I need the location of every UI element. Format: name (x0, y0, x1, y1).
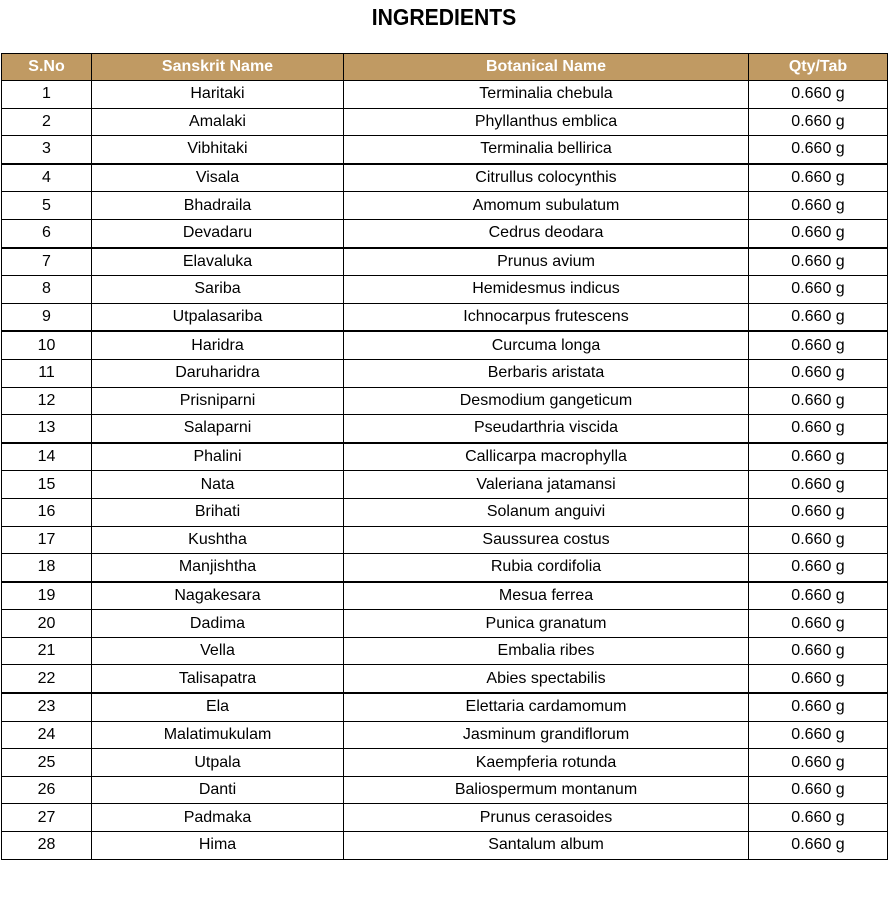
table-row (2, 471, 888, 499)
cell-qty: 0.660 g (749, 526, 888, 554)
cell-sanskrit-name: Vella (92, 637, 344, 665)
cell-botanical-name: Prunus cerasoides (344, 804, 749, 832)
cell-botanical-name: Amomum subulatum (344, 192, 749, 220)
table-row (2, 192, 888, 220)
header-botanical-name: Botanical Name (344, 54, 749, 81)
cell-botanical-name: Desmodium gangeticum (344, 387, 749, 415)
cell-sanskrit-name: Phalini (92, 443, 344, 471)
cell-sno: 18 (2, 554, 92, 582)
cell-sanskrit-name: Haridra (92, 331, 344, 359)
cell-sno: 17 (2, 526, 92, 554)
table-row (2, 832, 888, 860)
cell-botanical-name: Embalia ribes (344, 637, 749, 665)
table-row (2, 749, 888, 777)
cell-botanical-name: Callicarpa macrophylla (344, 443, 749, 471)
cell-qty: 0.660 g (749, 776, 888, 804)
cell-qty: 0.660 g (749, 219, 888, 247)
cell-sno: 1 (2, 81, 92, 109)
cell-sanskrit-name: Bhadraila (92, 192, 344, 220)
ingredients-table (1, 53, 888, 860)
cell-sno: 11 (2, 359, 92, 387)
cell-botanical-name: Cedrus deodara (344, 219, 749, 247)
cell-sanskrit-name: Daruharidra (92, 359, 344, 387)
cell-qty: 0.660 g (749, 693, 888, 721)
cell-sanskrit-name: Vibhitaki (92, 136, 344, 164)
cell-sno: 26 (2, 776, 92, 804)
cell-sanskrit-name: Haritaki (92, 81, 344, 109)
header-sno: S.No (2, 54, 92, 81)
cell-qty: 0.660 g (749, 637, 888, 665)
cell-botanical-name: Terminalia bellirica (344, 136, 749, 164)
table-row (2, 637, 888, 665)
cell-qty: 0.660 g (749, 415, 888, 443)
cell-sanskrit-name: Brihati (92, 498, 344, 526)
table-row (2, 721, 888, 749)
cell-sanskrit-name: Ela (92, 693, 344, 721)
cell-sno: 12 (2, 387, 92, 415)
cell-qty: 0.660 g (749, 81, 888, 109)
cell-sno: 28 (2, 832, 92, 860)
cell-botanical-name: Phyllanthus emblica (344, 108, 749, 136)
cell-sno: 25 (2, 749, 92, 777)
cell-qty: 0.660 g (749, 108, 888, 136)
cell-sanskrit-name: Nagakesara (92, 582, 344, 610)
cell-sanskrit-name: Utpalasariba (92, 303, 344, 331)
cell-sanskrit-name: Utpala (92, 749, 344, 777)
cell-qty: 0.660 g (749, 276, 888, 304)
table-row (2, 387, 888, 415)
cell-botanical-name: Prunus avium (344, 248, 749, 276)
cell-sanskrit-name: Elavaluka (92, 248, 344, 276)
page-title: INGREDIENTS (371, 4, 517, 30)
cell-botanical-name: Saussurea costus (344, 526, 749, 554)
table-row (2, 303, 888, 331)
cell-sanskrit-name: Amalaki (92, 108, 344, 136)
cell-botanical-name: Ichnocarpus frutescens (344, 303, 749, 331)
cell-sno: 2 (2, 108, 92, 136)
cell-sanskrit-name: Prisniparni (92, 387, 344, 415)
table-row (2, 108, 888, 136)
table-row (2, 164, 888, 192)
cell-qty: 0.660 g (749, 471, 888, 499)
cell-botanical-name: Baliospermum montanum (344, 776, 749, 804)
table-row (2, 554, 888, 582)
cell-qty: 0.660 g (749, 192, 888, 220)
cell-botanical-name: Terminalia chebula (344, 81, 749, 109)
table-row (2, 219, 888, 247)
cell-qty: 0.660 g (749, 387, 888, 415)
table-header-row (2, 54, 888, 81)
table-row (2, 526, 888, 554)
cell-sanskrit-name: Kushtha (92, 526, 344, 554)
cell-sno: 16 (2, 498, 92, 526)
cell-sanskrit-name: Devadaru (92, 219, 344, 247)
cell-botanical-name: Pseudarthria viscida (344, 415, 749, 443)
cell-qty: 0.660 g (749, 832, 888, 860)
cell-botanical-name: Berbaris aristata (344, 359, 749, 387)
table-row (2, 415, 888, 443)
cell-sno: 24 (2, 721, 92, 749)
table-row (2, 136, 888, 164)
table-row (2, 276, 888, 304)
cell-sno: 9 (2, 303, 92, 331)
cell-botanical-name: Punica granatum (344, 610, 749, 638)
cell-sanskrit-name: Hima (92, 832, 344, 860)
cell-sno: 19 (2, 582, 92, 610)
cell-sno: 15 (2, 471, 92, 499)
cell-botanical-name: Curcuma longa (344, 331, 749, 359)
cell-botanical-name: Hemidesmus indicus (344, 276, 749, 304)
cell-qty: 0.660 g (749, 554, 888, 582)
table-row (2, 248, 888, 276)
cell-sanskrit-name: Nata (92, 471, 344, 499)
cell-sno: 8 (2, 276, 92, 304)
cell-sno: 14 (2, 443, 92, 471)
cell-sanskrit-name: Padmaka (92, 804, 344, 832)
cell-botanical-name: Mesua ferrea (344, 582, 749, 610)
cell-sno: 23 (2, 693, 92, 721)
cell-qty: 0.660 g (749, 303, 888, 331)
cell-botanical-name: Santalum album (344, 832, 749, 860)
cell-sno: 6 (2, 219, 92, 247)
header-qty-per-tab: Qty/Tab (749, 54, 888, 81)
cell-sno: 7 (2, 248, 92, 276)
cell-sanskrit-name: Talisapatra (92, 665, 344, 693)
cell-qty: 0.660 g (749, 804, 888, 832)
cell-botanical-name: Valeriana jatamansi (344, 471, 749, 499)
cell-sno: 10 (2, 331, 92, 359)
table-row (2, 443, 888, 471)
cell-sanskrit-name: Danti (92, 776, 344, 804)
cell-botanical-name: Jasminum grandiflorum (344, 721, 749, 749)
cell-qty: 0.660 g (749, 610, 888, 638)
cell-sanskrit-name: Malatimukulam (92, 721, 344, 749)
cell-sanskrit-name: Manjishtha (92, 554, 344, 582)
cell-sno: 20 (2, 610, 92, 638)
table-row (2, 582, 888, 610)
cell-qty: 0.660 g (749, 164, 888, 192)
table-row (2, 498, 888, 526)
cell-botanical-name: Solanum anguivi (344, 498, 749, 526)
table-row (2, 610, 888, 638)
cell-qty: 0.660 g (749, 582, 888, 610)
cell-qty: 0.660 g (749, 331, 888, 359)
cell-sanskrit-name: Salaparni (92, 415, 344, 443)
cell-qty: 0.660 g (749, 721, 888, 749)
table-row (2, 776, 888, 804)
table-row (2, 804, 888, 832)
table-row (2, 359, 888, 387)
cell-qty: 0.660 g (749, 443, 888, 471)
cell-qty: 0.660 g (749, 665, 888, 693)
cell-botanical-name: Abies spectabilis (344, 665, 749, 693)
table-row (2, 331, 888, 359)
cell-sanskrit-name: Sariba (92, 276, 344, 304)
table-row (2, 665, 888, 693)
header-sanskrit-name: Sanskrit Name (92, 54, 344, 81)
cell-qty: 0.660 g (749, 749, 888, 777)
cell-sno: 13 (2, 415, 92, 443)
cell-qty: 0.660 g (749, 498, 888, 526)
cell-botanical-name: Kaempferia rotunda (344, 749, 749, 777)
cell-sanskrit-name: Visala (92, 164, 344, 192)
cell-qty: 0.660 g (749, 136, 888, 164)
cell-sno: 21 (2, 637, 92, 665)
cell-sno: 5 (2, 192, 92, 220)
cell-sno: 27 (2, 804, 92, 832)
cell-sno: 4 (2, 164, 92, 192)
cell-sno: 3 (2, 136, 92, 164)
cell-qty: 0.660 g (749, 248, 888, 276)
cell-sanskrit-name: Dadima (92, 610, 344, 638)
table-row (2, 693, 888, 721)
cell-qty: 0.660 g (749, 359, 888, 387)
cell-botanical-name: Rubia cordifolia (344, 554, 749, 582)
cell-botanical-name: Citrullus colocynthis (344, 164, 749, 192)
table-row (2, 81, 888, 109)
cell-sno: 22 (2, 665, 92, 693)
cell-botanical-name: Elettaria cardamomum (344, 693, 749, 721)
